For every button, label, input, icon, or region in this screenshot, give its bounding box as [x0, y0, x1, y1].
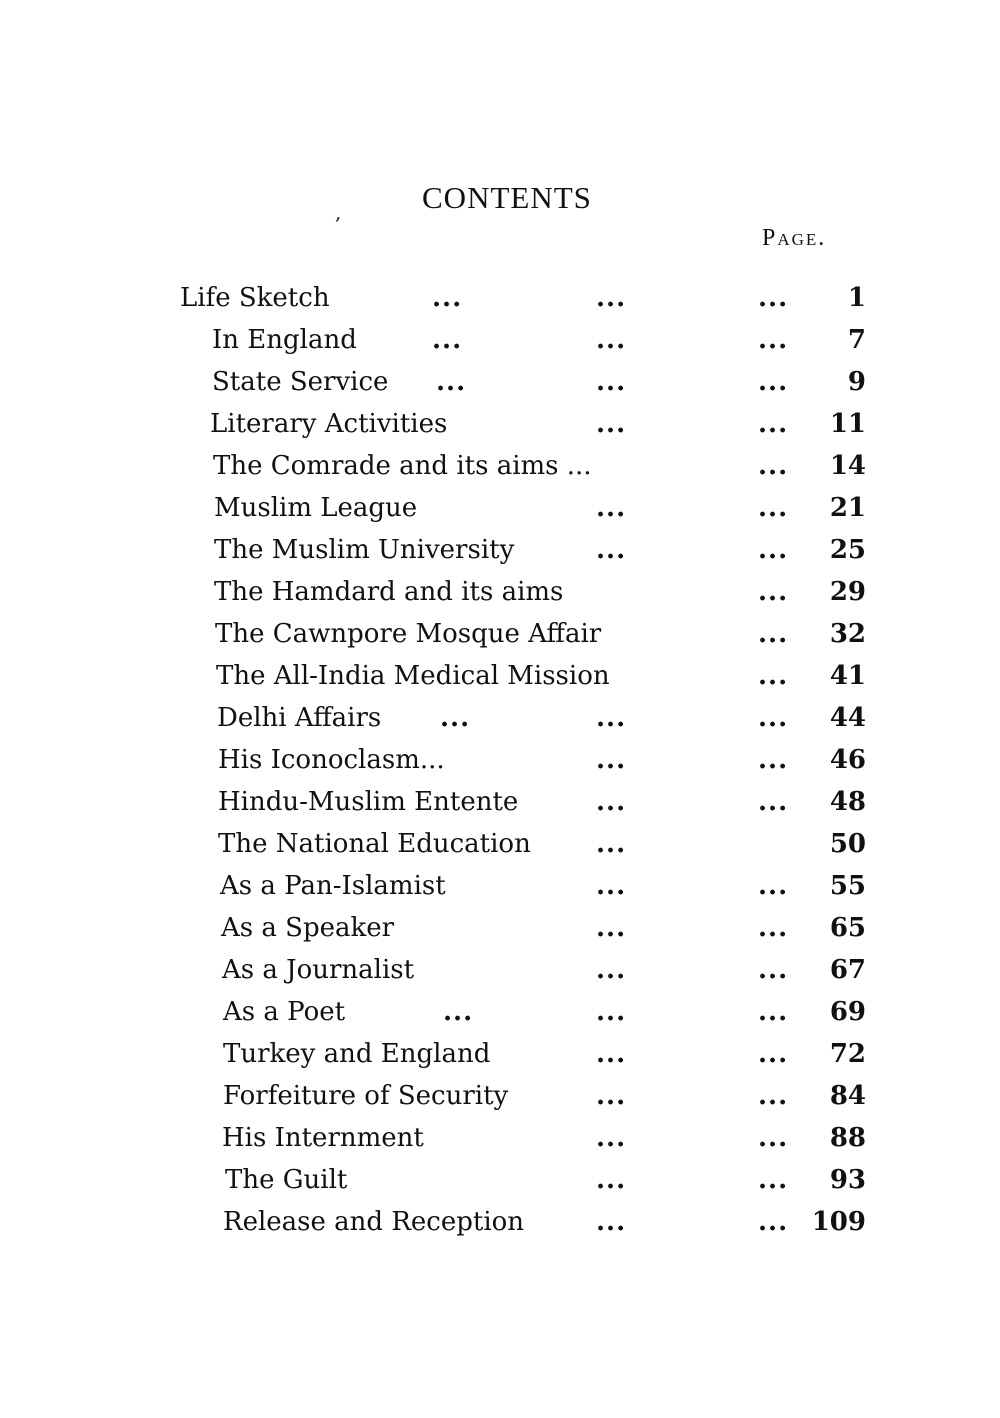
toc-page-number: 93 — [829, 1165, 866, 1195]
toc-entry — [0, 319, 1000, 361]
toc-page-number: 21 — [829, 493, 866, 523]
toc-entry-title: As a Pan-Islamist — [220, 871, 446, 901]
leader-dots: ... — [596, 829, 627, 859]
toc-entry-title: As a Journalist — [222, 955, 415, 985]
toc-entry — [0, 781, 1000, 823]
toc-entry — [0, 613, 1000, 655]
toc-entry-title: The National Education — [218, 829, 531, 859]
toc-entry-title: Turkey and England — [223, 1039, 491, 1069]
toc-entry-title: Hindu-Muslim Entente — [218, 787, 519, 817]
leader-dots: ... — [596, 955, 627, 985]
toc-page-number: 44 — [829, 703, 866, 733]
leader-dots: ... — [758, 283, 789, 313]
leader-dots: ... — [758, 1207, 789, 1237]
leader-dots: ... — [758, 1039, 789, 1069]
contents-list — [0, 277, 1000, 1243]
toc-entry — [0, 571, 1000, 613]
leader-dots: ... — [432, 325, 463, 355]
leader-dots: ... — [596, 745, 627, 775]
leader-dots: ... — [432, 283, 463, 313]
toc-entry-title: As a Speaker — [221, 913, 395, 943]
page-column-heading: Page. — [762, 225, 827, 251]
leader-dots: ... — [596, 787, 627, 817]
toc-entry-title: State Service — [212, 367, 389, 397]
toc-page-number: 84 — [829, 1081, 866, 1111]
leader-dots: ... — [758, 325, 789, 355]
leader-dots: ... — [596, 1207, 627, 1237]
toc-entry-title: The Comrade and its aims ... — [213, 451, 592, 481]
toc-page-number: 11 — [829, 409, 866, 439]
toc-entry — [0, 1117, 1000, 1159]
leader-dots: ... — [596, 409, 627, 439]
toc-entry-title: Release and Reception — [223, 1207, 525, 1237]
toc-page-number: 50 — [829, 829, 866, 859]
toc-entry — [0, 403, 1000, 445]
toc-page-number: 41 — [829, 661, 866, 691]
leader-dots: ... — [758, 871, 789, 901]
toc-entry — [0, 277, 1000, 319]
toc-entry-title: The Muslim University — [214, 535, 515, 565]
toc-entry-title: Forfeiture of Security — [223, 1081, 509, 1111]
leader-dots: ... — [758, 913, 789, 943]
leader-dots: ... — [758, 787, 789, 817]
leader-dots: ... — [758, 493, 789, 523]
toc-entry — [0, 445, 1000, 487]
toc-entry-title: The All-India Medical Mission — [216, 661, 610, 691]
leader-dots: ... — [596, 997, 627, 1027]
leader-dots: ... — [443, 997, 474, 1027]
leader-dots: ... — [758, 1081, 789, 1111]
leader-dots: ... — [596, 493, 627, 523]
leader-dots: ... — [758, 535, 789, 565]
toc-page-number: 9 — [847, 367, 866, 397]
leader-dots: ... — [596, 1039, 627, 1069]
toc-entry — [0, 1075, 1000, 1117]
toc-entry — [0, 1201, 1000, 1243]
toc-entry — [0, 655, 1000, 697]
toc-entry — [0, 1033, 1000, 1075]
leader-dots: ... — [758, 661, 789, 691]
toc-entry-title: His Internment — [222, 1123, 424, 1153]
toc-entry — [0, 1159, 1000, 1201]
toc-page-number: 14 — [829, 451, 866, 481]
leader-dots: ... — [758, 703, 789, 733]
toc-entry-title: As a Poet — [223, 997, 346, 1027]
toc-entry-title: The Cawnpore Mosque Affair — [215, 619, 602, 649]
toc-page-number: 1 — [847, 283, 866, 313]
leader-dots: ... — [758, 1123, 789, 1153]
toc-page-number: 25 — [829, 535, 866, 565]
leader-dots: ... — [758, 619, 789, 649]
toc-entry — [0, 739, 1000, 781]
toc-page-number: 109 — [811, 1207, 866, 1237]
leader-dots: ... — [596, 535, 627, 565]
leader-dots: ... — [596, 367, 627, 397]
toc-entry-title: The Hamdard and its aims — [214, 577, 564, 607]
toc-page-number: 88 — [829, 1123, 866, 1153]
leader-dots: ... — [596, 871, 627, 901]
leader-dots: ... — [440, 703, 471, 733]
toc-entry-title: The Guilt — [225, 1165, 348, 1195]
leader-dots: ... — [758, 451, 789, 481]
toc-entry — [0, 823, 1000, 865]
toc-entry — [0, 907, 1000, 949]
toc-page-number: 69 — [829, 997, 866, 1027]
toc-entry — [0, 361, 1000, 403]
toc-entry — [0, 487, 1000, 529]
leader-dots: ... — [758, 577, 789, 607]
leader-dots: ... — [596, 283, 627, 313]
toc-page-number: 46 — [829, 745, 866, 775]
toc-entry-title: His Iconoclasm... — [218, 745, 445, 775]
toc-entry — [0, 697, 1000, 739]
toc-page-number: 7 — [847, 325, 866, 355]
page-title: CONTENTS — [422, 180, 592, 215]
toc-entry-title: Delhi Affairs — [217, 703, 382, 733]
toc-entry-title: Muslim League — [214, 493, 418, 523]
toc-entry — [0, 991, 1000, 1033]
toc-page-number: 48 — [829, 787, 866, 817]
leader-dots: ... — [758, 409, 789, 439]
toc-entry — [0, 529, 1000, 571]
leader-dots: ... — [596, 703, 627, 733]
leader-dots: ... — [596, 1123, 627, 1153]
leader-dots: ... — [596, 913, 627, 943]
leader-dots: ... — [758, 367, 789, 397]
leader-dots: ... — [596, 325, 627, 355]
toc-entry-title: Literary Activities — [210, 409, 448, 439]
toc-entry-title: In England — [212, 325, 357, 355]
leader-dots: ... — [436, 367, 467, 397]
toc-page-number: 32 — [829, 619, 866, 649]
toc-page-number: 55 — [829, 871, 866, 901]
leader-dots: ... — [758, 955, 789, 985]
leader-dots: ... — [596, 1165, 627, 1195]
toc-page-number: 65 — [829, 913, 866, 943]
stray-mark: , — [335, 200, 342, 224]
leader-dots: ... — [758, 997, 789, 1027]
toc-page-number: 67 — [829, 955, 866, 985]
toc-entry — [0, 865, 1000, 907]
toc-page-number: 72 — [829, 1039, 866, 1069]
leader-dots: ... — [596, 1081, 627, 1111]
leader-dots: ... — [758, 745, 789, 775]
toc-page-number: 29 — [829, 577, 866, 607]
leader-dots: ... — [758, 1165, 789, 1195]
toc-entry — [0, 949, 1000, 991]
toc-entry-title: Life Sketch — [180, 283, 330, 313]
